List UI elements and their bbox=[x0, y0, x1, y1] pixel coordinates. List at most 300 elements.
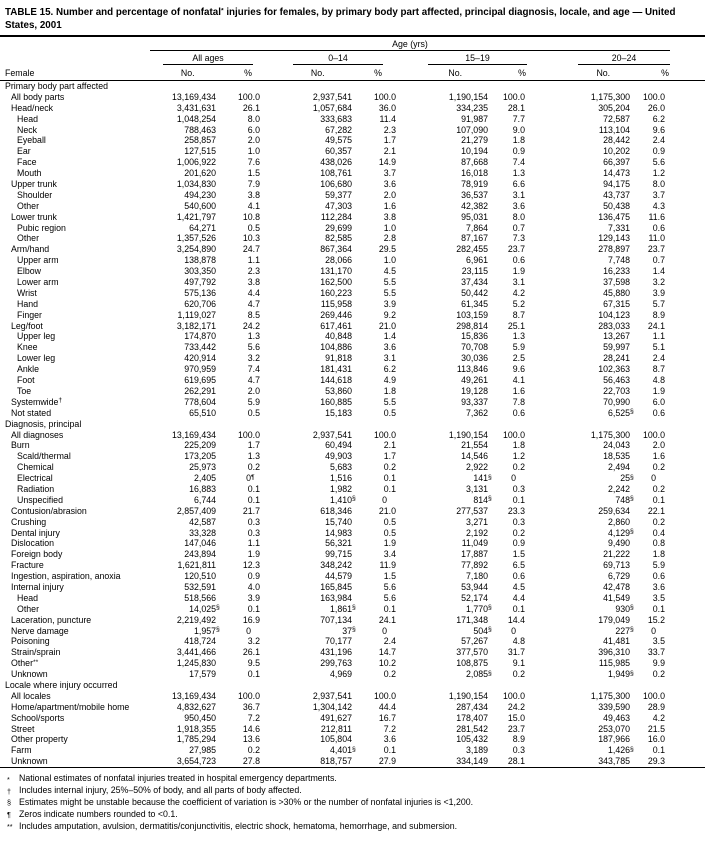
row-label: Other** bbox=[11, 658, 39, 669]
table-row bbox=[0, 397, 705, 408]
pct-cell: 9.6 bbox=[512, 364, 525, 375]
count-cell: 113,104 bbox=[598, 124, 630, 135]
table-row bbox=[0, 745, 705, 756]
pct-cell: 3.1 bbox=[512, 277, 525, 288]
pct-cell: 11.4 bbox=[379, 113, 396, 124]
pct-cell: 0 bbox=[246, 625, 251, 636]
count-cell: 16,233 bbox=[603, 266, 630, 277]
pct-cell: 1.4 bbox=[652, 266, 665, 277]
count-cell: 617,461 bbox=[320, 320, 352, 331]
count-cell: 1,034,830 bbox=[176, 179, 216, 190]
pct-cell: 0.5 bbox=[247, 222, 260, 233]
pct-cell: 14.4 bbox=[507, 614, 525, 625]
count-cell: 178,407 bbox=[456, 712, 488, 723]
count-cell: 278,897 bbox=[598, 244, 630, 255]
row-label: Unspecified bbox=[17, 494, 63, 505]
count-cell: 106,680 bbox=[320, 179, 352, 190]
row-label: Face bbox=[17, 157, 37, 168]
table-row bbox=[0, 310, 705, 321]
count-cell: 66,397 bbox=[603, 157, 630, 168]
pct-cell: 1.6 bbox=[383, 200, 396, 211]
count-cell: 420,914 bbox=[184, 353, 216, 364]
pct-cell: 0.6 bbox=[512, 571, 525, 582]
subheader-row bbox=[0, 65, 705, 81]
count-cell: 930§ bbox=[615, 603, 634, 614]
pct-cell: 1.8 bbox=[383, 385, 396, 396]
pct-cell: 0.1 bbox=[512, 603, 525, 614]
pct-cell: 14.9 bbox=[378, 157, 396, 168]
row-label: Radiation bbox=[17, 483, 55, 494]
count-cell: 43,737 bbox=[603, 189, 630, 200]
section-header-row bbox=[0, 81, 705, 92]
count-cell: 24,043 bbox=[603, 440, 630, 451]
section-label: Locale where injury occurred bbox=[5, 679, 118, 690]
pct-cell: 12.3 bbox=[242, 560, 260, 571]
count-cell: 41,549 bbox=[603, 592, 630, 603]
row-label: Unknown bbox=[11, 756, 48, 767]
count-cell: 28,241 bbox=[603, 353, 630, 364]
count-cell: 131,170 bbox=[320, 266, 352, 277]
count-cell: 243,894 bbox=[184, 549, 216, 560]
pct-cell: 7.4 bbox=[512, 157, 525, 168]
group-all-ages bbox=[150, 52, 262, 65]
pct-cell: 5.7 bbox=[652, 298, 665, 309]
count-cell: 60,494 bbox=[325, 440, 352, 451]
count-cell: 2,219,492 bbox=[176, 614, 216, 625]
pct-cell: 2.1 bbox=[383, 440, 396, 451]
table-row bbox=[0, 756, 705, 767]
count-cell: 518,566 bbox=[184, 592, 216, 603]
pct-cell: 0 bbox=[382, 625, 387, 636]
age-span-label: Age (yrs) bbox=[150, 38, 670, 51]
pct-cell: 11.9 bbox=[379, 560, 396, 571]
pct-cell: 1.9 bbox=[652, 385, 665, 396]
no-header: No. bbox=[180, 68, 195, 78]
pct-cell: 23.7 bbox=[507, 244, 525, 255]
pct-cell: 0.1 bbox=[652, 603, 665, 614]
group-0-14-label: 0–14 bbox=[293, 52, 383, 65]
pct-cell: 0.1 bbox=[383, 483, 396, 494]
count-cell: 14,546 bbox=[461, 451, 488, 462]
count-cell: 42,382 bbox=[461, 200, 488, 211]
pct-cell: 0.9 bbox=[512, 146, 525, 157]
count-cell: 2,857,409 bbox=[176, 505, 216, 516]
row-label: Lower arm bbox=[17, 277, 59, 288]
pct-cell: 10.8 bbox=[242, 211, 260, 222]
count-cell: 59,377 bbox=[325, 189, 352, 200]
table-row bbox=[0, 724, 705, 735]
pct-cell: 1.4 bbox=[383, 331, 396, 342]
count-cell: 105,432 bbox=[456, 734, 488, 745]
pct-cell: 9.5 bbox=[247, 658, 260, 669]
pct-cell: 0.1 bbox=[652, 494, 665, 505]
footnote bbox=[0, 809, 705, 821]
table-row bbox=[0, 212, 705, 223]
pct-header: % bbox=[661, 68, 669, 78]
pct-cell: 3.8 bbox=[247, 277, 260, 288]
pct-cell: 6.2 bbox=[652, 113, 665, 124]
row-label: Strain/sprain bbox=[11, 647, 61, 658]
count-cell: 52,174 bbox=[461, 592, 488, 603]
row-label: Burn bbox=[11, 440, 30, 451]
pct-cell: 0.2 bbox=[512, 527, 525, 538]
footnote-text: National estimates of nonfatal injuries treated in hospital emergency departments. bbox=[19, 773, 337, 784]
pct-cell: 1.1 bbox=[247, 255, 260, 266]
count-cell: 108,761 bbox=[320, 168, 352, 179]
pct-cell: 7.8 bbox=[512, 396, 525, 407]
count-cell: 17,887 bbox=[461, 549, 488, 560]
count-cell: 2,494 bbox=[607, 462, 630, 473]
count-cell: 70,177 bbox=[325, 636, 352, 647]
pct-cell: 100.0 bbox=[373, 690, 396, 701]
count-cell: 298,814 bbox=[456, 320, 488, 331]
count-cell: 108,875 bbox=[456, 658, 488, 669]
pct-cell: 4.8 bbox=[652, 375, 665, 386]
pct-cell: 3.7 bbox=[652, 189, 665, 200]
pct-cell: 23.7 bbox=[647, 244, 665, 255]
count-cell: 2,937,541 bbox=[312, 429, 352, 440]
pct-cell: 100.0 bbox=[237, 429, 260, 440]
count-cell: 115,985 bbox=[598, 658, 630, 669]
pct-cell: 8.7 bbox=[652, 364, 665, 375]
count-cell: 69,713 bbox=[603, 560, 630, 571]
count-cell: 6,744 bbox=[193, 494, 216, 505]
count-cell: 107,090 bbox=[456, 124, 488, 135]
count-cell: 262,291 bbox=[184, 385, 216, 396]
pct-cell: 4.9 bbox=[383, 375, 396, 386]
table-row bbox=[0, 658, 705, 669]
section-label: Primary body part affected bbox=[5, 81, 109, 91]
footnote-text: Includes amputation, avulsion, dermatitis/conjunctivitis, electric shock, hematoma, hemorrhage, and submersion. bbox=[19, 820, 458, 831]
pct-cell: 0.4 bbox=[652, 527, 665, 538]
pct-cell: 11.0 bbox=[648, 233, 665, 244]
pct-cell: 5.5 bbox=[383, 287, 396, 298]
pct-cell: 15.0 bbox=[507, 712, 525, 723]
count-cell: 50,442 bbox=[461, 287, 488, 298]
pct-cell: 4.7 bbox=[247, 375, 260, 386]
pct-cell: 1.7 bbox=[383, 135, 396, 146]
table-row bbox=[0, 125, 705, 136]
row-label: All body parts bbox=[11, 91, 65, 102]
pct-cell: 24.2 bbox=[507, 701, 525, 712]
count-cell: 13,169,434 bbox=[171, 91, 216, 102]
count-cell: 147,046 bbox=[184, 538, 216, 549]
count-cell: 1,006,922 bbox=[176, 157, 216, 168]
pct-cell: 0.1 bbox=[383, 603, 396, 614]
count-cell: 138,878 bbox=[184, 255, 216, 266]
pct-cell: 0.9 bbox=[247, 571, 260, 582]
count-cell: 10,194 bbox=[461, 146, 488, 157]
table-row bbox=[0, 244, 705, 255]
age-span-header-cell bbox=[150, 38, 705, 51]
table-row bbox=[0, 168, 705, 179]
table-row bbox=[0, 277, 705, 288]
count-cell: 37,434 bbox=[461, 277, 488, 288]
pct-cell: 0.1 bbox=[383, 473, 396, 484]
pct-cell: 0.2 bbox=[652, 516, 665, 527]
no-header: No. bbox=[448, 68, 463, 78]
count-cell: 67,282 bbox=[325, 124, 352, 135]
count-cell: 49,463 bbox=[603, 712, 630, 723]
row-label: Lower leg bbox=[17, 353, 56, 364]
female-column-label: Female bbox=[5, 68, 35, 78]
count-cell: 227§ bbox=[615, 625, 634, 636]
pct-cell: 7.4 bbox=[247, 364, 260, 375]
pct-cell: 24.1 bbox=[647, 320, 665, 331]
table-row bbox=[0, 114, 705, 125]
count-cell: 2,937,541 bbox=[312, 91, 352, 102]
pct-cell: 2.3 bbox=[247, 266, 260, 277]
pct-cell: 100.0 bbox=[502, 429, 525, 440]
count-cell: 1,245,830 bbox=[176, 658, 216, 669]
count-cell: 4,401§ bbox=[329, 745, 356, 756]
subheader-0-14 bbox=[262, 67, 398, 80]
pct-cell: 9.9 bbox=[652, 658, 665, 669]
pct-cell: 8.5 bbox=[247, 309, 260, 320]
count-cell: 1,190,154 bbox=[448, 91, 488, 102]
table-row bbox=[0, 386, 705, 397]
pct-cell: 8.9 bbox=[512, 734, 525, 745]
count-cell: 620,706 bbox=[184, 298, 216, 309]
count-cell: 9,490 bbox=[607, 538, 630, 549]
table-row bbox=[0, 691, 705, 702]
count-cell: 818,757 bbox=[320, 756, 352, 767]
count-cell: 343,785 bbox=[598, 756, 630, 767]
pct-cell: 9.0 bbox=[512, 124, 525, 135]
table-row bbox=[0, 495, 705, 506]
table-title: TABLE 15. Number and percentage of nonfatal* injuries for females, by primary body part affected, principal diagnosis, locale, and age — United States, 2001 bbox=[0, 0, 705, 37]
count-cell: 305,204 bbox=[598, 102, 630, 113]
pct-cell: 0.9 bbox=[652, 146, 665, 157]
count-cell: 112,284 bbox=[320, 211, 352, 222]
pct-cell: 5.6 bbox=[383, 581, 396, 592]
count-cell: 3,441,466 bbox=[176, 647, 216, 658]
pct-cell: 5.5 bbox=[383, 396, 396, 407]
pct-cell: 100.0 bbox=[502, 91, 525, 102]
count-cell: 14,025§ bbox=[189, 603, 220, 614]
count-cell: 67,315 bbox=[603, 298, 630, 309]
row-label: Contusion/abrasion bbox=[11, 505, 87, 516]
pct-cell: 7.9 bbox=[247, 179, 260, 190]
pct-cell: 0.2 bbox=[383, 669, 396, 680]
table-row bbox=[0, 647, 705, 658]
pct-cell: 5.2 bbox=[512, 298, 525, 309]
pct-cell: 1.9 bbox=[383, 538, 396, 549]
count-cell: 82,585 bbox=[325, 233, 352, 244]
count-cell: 1,621,811 bbox=[177, 560, 216, 571]
count-cell: 303,350 bbox=[184, 266, 216, 277]
pct-cell: 3.9 bbox=[383, 298, 396, 309]
pct-cell: 3.9 bbox=[247, 592, 260, 603]
table-row bbox=[0, 179, 705, 190]
row-label: Wrist bbox=[17, 287, 37, 298]
group-20-24-label: 20–24 bbox=[578, 52, 670, 65]
subheader-all-ages bbox=[150, 67, 262, 80]
row-label: Nerve damage bbox=[11, 625, 69, 636]
pct-cell: 1.9 bbox=[247, 549, 260, 560]
pct-cell: 3.6 bbox=[383, 734, 396, 745]
count-cell: 47,303 bbox=[325, 200, 352, 211]
pct-cell: 0.2 bbox=[512, 462, 525, 473]
pct-cell: 27.9 bbox=[378, 756, 396, 767]
pct-cell: 6.0 bbox=[652, 396, 665, 407]
count-cell: 867,364 bbox=[320, 244, 352, 255]
pct-cell: 14.6 bbox=[242, 723, 260, 734]
pct-cell: 9.1 bbox=[512, 658, 525, 669]
count-cell: 136,475 bbox=[598, 211, 630, 222]
pct-cell: 100.0 bbox=[373, 429, 396, 440]
pct-cell: 36.7 bbox=[242, 701, 260, 712]
table-row bbox=[0, 538, 705, 549]
count-cell: 1,304,142 bbox=[312, 701, 352, 712]
pct-cell: 21.7 bbox=[242, 505, 260, 516]
count-cell: 2,937,541 bbox=[312, 690, 352, 701]
pct-cell: 26.0 bbox=[647, 102, 665, 113]
pct-cell: 1.5 bbox=[383, 571, 396, 582]
count-cell: 259,634 bbox=[598, 505, 630, 516]
count-cell: 4,969 bbox=[329, 669, 352, 680]
count-cell: 1,048,254 bbox=[176, 113, 216, 124]
count-cell: 1,516 bbox=[329, 473, 352, 484]
pct-cell: 3.8 bbox=[247, 189, 260, 200]
pct-cell: 1.7 bbox=[247, 440, 260, 451]
row-label: Hand bbox=[17, 298, 39, 309]
count-cell: 53,944 bbox=[461, 581, 488, 592]
count-cell: 494,230 bbox=[184, 189, 216, 200]
pct-cell: 2.5 bbox=[512, 353, 525, 364]
count-cell: 11,049 bbox=[461, 538, 488, 549]
row-label: Head bbox=[17, 113, 39, 124]
pct-cell: 0.6 bbox=[652, 407, 665, 418]
pct-cell: 0.5 bbox=[383, 407, 396, 418]
count-cell: 334,149 bbox=[456, 756, 488, 767]
row-label: Other property bbox=[11, 734, 68, 745]
count-cell: 6,729 bbox=[607, 571, 630, 582]
pct-cell: 21.0 bbox=[378, 320, 396, 331]
pct-cell: 0.2 bbox=[247, 745, 260, 756]
row-label: Other bbox=[17, 200, 40, 211]
pct-cell: 21.0 bbox=[378, 505, 396, 516]
count-cell: 23,115 bbox=[461, 266, 488, 277]
pct-cell: 6.0 bbox=[247, 124, 260, 135]
count-cell: 334,235 bbox=[456, 102, 488, 113]
table-row bbox=[0, 135, 705, 146]
pct-cell: 4.2 bbox=[652, 712, 665, 723]
pct-cell: 0.3 bbox=[512, 516, 525, 527]
pct-cell: 1.5 bbox=[512, 549, 525, 560]
count-cell: 160,223 bbox=[320, 287, 352, 298]
pct-cell: 26.1 bbox=[242, 647, 260, 658]
row-label: Head bbox=[17, 592, 39, 603]
pct-cell: 3.9 bbox=[652, 287, 665, 298]
pct-cell: 3.6 bbox=[383, 179, 396, 190]
pct-cell: 15.2 bbox=[647, 614, 665, 625]
count-cell: 497,792 bbox=[184, 277, 216, 288]
count-cell: 102,363 bbox=[598, 364, 630, 375]
table-row bbox=[0, 342, 705, 353]
count-cell: 281,542 bbox=[456, 723, 488, 734]
pct-cell: 29.3 bbox=[647, 756, 665, 767]
count-cell: 970,959 bbox=[184, 364, 216, 375]
count-cell: 173,205 bbox=[184, 451, 216, 462]
pct-cell: 100.0 bbox=[373, 91, 396, 102]
count-cell: 127,515 bbox=[184, 146, 216, 157]
pct-cell: 1.0 bbox=[247, 146, 260, 157]
pct-cell: 0.3 bbox=[247, 516, 260, 527]
table-row bbox=[0, 451, 705, 462]
row-label: Eyeball bbox=[17, 135, 46, 146]
footnote-marker: ** bbox=[7, 822, 13, 832]
count-cell: 94,175 bbox=[603, 179, 630, 190]
row-label: Unknown bbox=[11, 669, 48, 680]
pct-cell: 4.4 bbox=[247, 287, 260, 298]
pct-cell: 1.2 bbox=[652, 168, 665, 179]
pct-cell: 0.7 bbox=[652, 255, 665, 266]
pct-cell: 5.9 bbox=[652, 560, 665, 571]
count-cell: 4,129§ bbox=[607, 527, 634, 538]
count-cell: 160,885 bbox=[320, 396, 352, 407]
pct-cell: 11.6 bbox=[648, 211, 665, 222]
count-cell: 618,346 bbox=[320, 505, 352, 516]
row-label: Toe bbox=[17, 385, 32, 396]
pct-cell: 44.4 bbox=[378, 701, 396, 712]
count-cell: 13,267 bbox=[603, 331, 630, 342]
pct-cell: 7.7 bbox=[512, 113, 525, 124]
count-cell: 269,446 bbox=[320, 309, 352, 320]
table-row bbox=[0, 375, 705, 386]
count-cell: 91,818 bbox=[325, 353, 352, 364]
pct-cell: 2.4 bbox=[652, 135, 665, 146]
count-cell: 788,463 bbox=[184, 124, 216, 135]
count-cell: 171,348 bbox=[456, 614, 488, 625]
pct-cell: 3.6 bbox=[512, 200, 525, 211]
count-cell: 7,362 bbox=[465, 407, 488, 418]
row-label: Knee bbox=[17, 342, 38, 353]
pct-cell: 1.8 bbox=[512, 440, 525, 451]
count-cell: 2,922 bbox=[465, 462, 488, 473]
pct-header: % bbox=[374, 68, 382, 78]
table-row bbox=[0, 582, 705, 593]
count-cell: 1,982 bbox=[329, 483, 352, 494]
footnote bbox=[0, 773, 705, 785]
table-row bbox=[0, 571, 705, 582]
pct-cell: 4.1 bbox=[512, 375, 525, 386]
count-cell: 17,579 bbox=[189, 669, 216, 680]
pct-cell: 0 bbox=[651, 625, 656, 636]
count-cell: 59,997 bbox=[603, 342, 630, 353]
row-label: Internal injury bbox=[11, 581, 64, 592]
count-cell: 45,880 bbox=[603, 287, 630, 298]
table-row bbox=[0, 255, 705, 266]
count-cell: 28,442 bbox=[603, 135, 630, 146]
count-cell: 212,811 bbox=[320, 723, 352, 734]
pct-cell: 4.3 bbox=[652, 200, 665, 211]
count-cell: 57,267 bbox=[461, 636, 488, 647]
count-cell: 3,182,171 bbox=[176, 320, 216, 331]
table-row bbox=[0, 146, 705, 157]
count-cell: 532,591 bbox=[184, 581, 216, 592]
count-cell: 1,057,684 bbox=[312, 102, 352, 113]
row-label: Chemical bbox=[17, 462, 54, 473]
count-cell: 14,473 bbox=[603, 168, 630, 179]
pct-cell: 8.7 bbox=[512, 309, 525, 320]
pct-cell: 4.4 bbox=[512, 592, 525, 603]
count-cell: 15,740 bbox=[325, 516, 352, 527]
pct-cell: 1.1 bbox=[247, 538, 260, 549]
count-cell: 72,587 bbox=[603, 113, 630, 124]
pct-cell: 1.0 bbox=[383, 222, 396, 233]
pct-cell: 0.1 bbox=[383, 745, 396, 756]
